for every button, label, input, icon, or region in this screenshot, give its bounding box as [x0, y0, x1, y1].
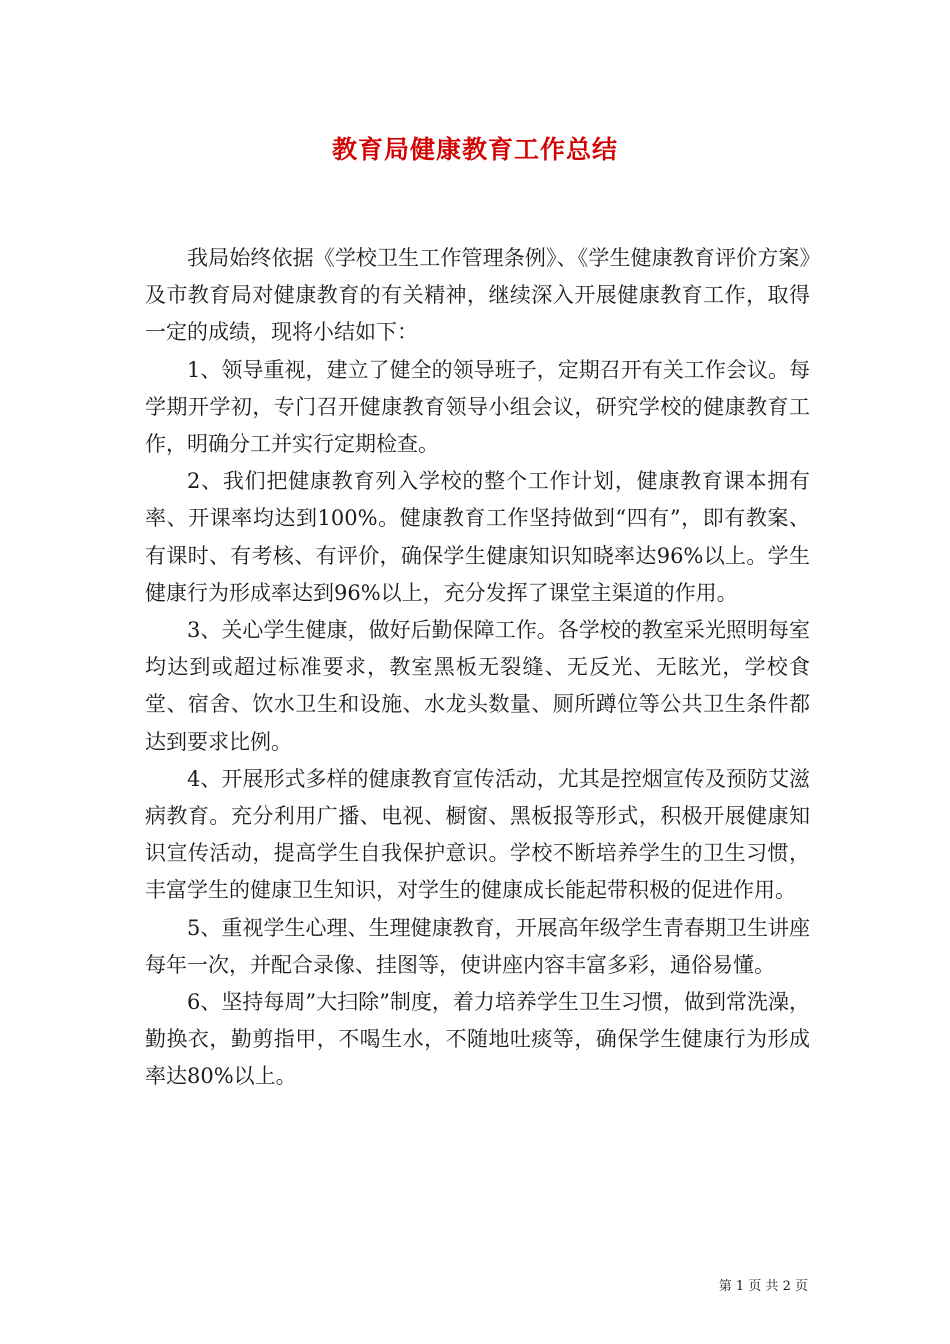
paragraph-item-4: 4、开展形式多样的健康教育宣传活动，尤其是控烟宣传及预防艾滋病教育。充分利用广播、电视、橱窗、黑板报等形式，积极开展健康知识宣传活动，提高学生自我保护意识。学校不断培养学生的卫生习惯，丰富学生的健康卫生知识，对学生的健康成长能起带积极的促进作用。: [145, 766, 810, 903]
paragraph-item-3: 3、关心学生健康，做好后勤保障工作。各学校的教室采光照明每室均达到或超过标准要求，教室黑板无裂缝、无反光、无眩光，学校食堂、宿舍、饮水卫生和设施、水龙头数量、厕所蹲位等公共卫生条件都达到要求比例。: [145, 618, 810, 754]
paragraph-item-1: 1、领导重视，建立了健全的领导班子，定期召开有关工作会议。每学期开学初，专门召开健康教育领导小组会议，研究学校的健康教育工作，明确分工并实行定期检查。: [145, 357, 810, 457]
page-number: 第 1 页 共 2 页: [718, 1279, 808, 1294]
paragraph-item-2: 2、我们把健康教育列入学校的整个工作计划，健康教育课本拥有率、开课率均达到100%。健康教育工作坚持做到“四有”，即有教案、有课时、有考核、有评价，确保学生健康知识知晓率达96%以上。学生健康行为形成率达到96%以上，充分发挥了课堂主渠道的作用。: [145, 469, 810, 605]
paragraph-item-5: 5、重视学生心理、生理健康教育，开展高年级学生青春期卫生讲座每年一次，并配合录像、挂图等，使讲座内容丰富多彩，通俗易懂。: [145, 915, 810, 977]
document-title: 教育局健康教育工作总结: [331, 135, 618, 164]
intro-paragraph: 我局始终依据《学校卫生工作管理条例》、《学生健康教育评价方案》及市教育局对健康教育的有关精神，继续深入开展健康教育工作，取得一定的成绩，现将小结如下：: [145, 246, 810, 345]
document-body: [145, 240, 810, 1096]
paragraph-item-6: 6、坚持每周”大扫除”制度，着力培养学生卫生习惯，做到常洗澡，勤换衣，勤剪指甲，不喝生水，不随地吐痰等，确保学生健康行为形成率达80%以上。: [145, 990, 810, 1089]
